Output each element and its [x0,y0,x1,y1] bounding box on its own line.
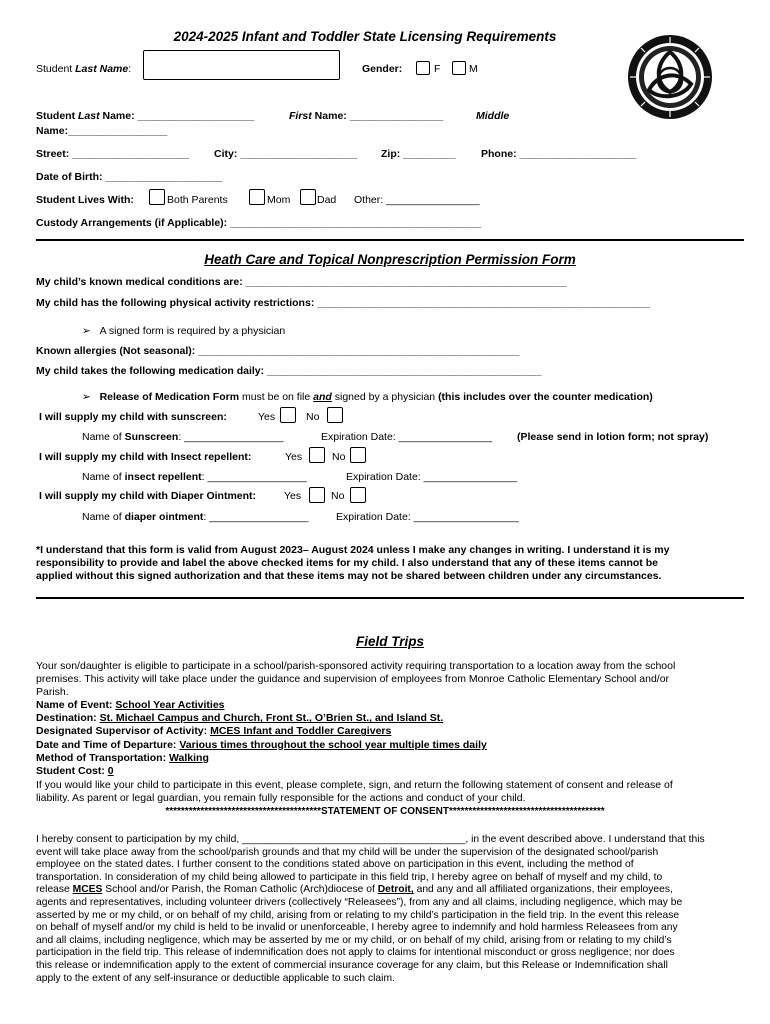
gender-label: Gender: [362,63,403,75]
medical-conditions-line: My child’s known medical conditions are: _______________________________________________________ [36,276,567,288]
event-name-line: Name of Event: School Year Activities [36,699,225,711]
legal-text-line: employee on the stated dates. I further consent to the conditions stated above on participation in this event, including the method of [36,859,634,871]
sunscreen-no-checkbox[interactable] [327,407,343,423]
insect-no-label: No [332,451,346,463]
legal-text-line: apply to the extent of any self-insurance or deductible applicable to such claim. [36,972,395,984]
student-last-name-input[interactable] [143,50,340,80]
dob-line: Date of Birth: ____________________ [36,171,223,183]
arrow-bullet-icon: ➢ [82,325,91,337]
mom-checkbox[interactable] [249,189,265,205]
supervisor-line: Designated Supervisor of Activity: MCES Infant and Toddler Caregivers [36,725,392,738]
diaper-no-label: No [331,490,345,502]
legal-text-line: on behalf of myself and/or my child is held to be invalid or unenforceable, I hereby agree to indemnify and hold harmless Releasees from any [36,922,678,934]
health-section-title: Heath Care and Topical Nonprescription Permission Form [204,252,576,267]
insect-question: I will supply my child with Insect repellent: [39,451,252,463]
gender-f-checkbox[interactable] [416,61,430,75]
allergies-line: Known allergies (Not seasonal): _______________________________________________________ [36,345,520,357]
custody-line: Custody Arrangements (if Applicable): ___________________________________________ [36,217,482,229]
consent-intro: If you would like your child to participate in this event, please complete, sign, and return the following statement of consent and release of liability. As parent or legal guardian, you remain fully responsible for the actions and conduct of your child. [36,779,673,804]
first-name-line: First Name: ________________ [289,110,444,122]
diaper-name-line: Name of diaper ointment: _________________ [82,511,309,523]
lives-with-label: Student Lives With: [36,194,134,206]
city-line: City: ____________________ [214,148,358,160]
diaper-yes-label: Yes [284,490,302,502]
sunscreen-question: I will supply my child with sunscreen: [39,411,227,423]
diaper-question: I will supply my child with Diaper Ointment: [39,490,257,502]
field-trips-title: Field Trips [355,634,424,649]
section-divider [36,597,744,599]
sunscreen-name-line: Name of Sunscreen: _________________ [82,431,284,443]
statement-of-consent-heading: ****************************************STATEMENT OF CONSENT**************************************** [165,806,605,817]
insect-name-line: Name of insect repellent: _________________ [82,471,307,483]
sunscreen-yes-label: Yes [258,411,276,423]
student-name-line: Student Last Name: ____________________ [36,110,255,122]
gender-f-label: F [434,63,441,75]
insect-yes-label: Yes [285,451,303,463]
understanding-statement: *I understand that this form is valid from August 2023– August 2024 unless I make any changes in writing. I understand it is my responsibility to provide and label the above checked items for my child. I also understand that any of these items cannot be applied without this signed authorization and that these items may not be shared between children under any circumstances. [36,544,670,582]
field-trips-intro: Your son/daughter is eligible to participate in a school/parish-sponsored activity requiring transportation to a location away from the school premises. This activity will take place under the guidance and supervision of employees from Monroe Catholic Elementary School and/or Parish. [36,660,676,698]
legal-text-line: participation in the field trip. This release of indemnification does not apply to claims for intentional misconduct or gross negligence; nor does [36,947,675,959]
cost-line: Student Cost: 0 [36,765,114,778]
event-details [36,699,487,778]
insect-expiration-line: Expiration Date: ________________ [346,471,518,483]
consent-legal-text [36,834,705,985]
legal-text-line: this release or indemnification apply to the extent of commercial insurance coverage for any claim, but this Release or Indemnification shall [36,959,668,971]
insect-yes-checkbox[interactable] [309,447,325,463]
medication-line: My child takes the following medication daily: _______________________________________________ [36,365,542,377]
section-divider [36,239,744,241]
middle-name-line: Name:_________________ [36,125,168,137]
student-last-name-label: Student Last Name: [36,63,132,75]
diaper-expiration-line: Expiration Date: __________________ [336,511,519,523]
dad-label: Dad [317,194,337,206]
gender-m-checkbox[interactable] [452,61,466,75]
sunscreen-yes-checkbox[interactable] [280,407,296,423]
release-medication-note: ➢ Release of Medication Form must be on file and signed by a physician (this includes over the counter medication) [82,391,653,403]
legal-text-line: release MCES School and/or Parish, the Roman Catholic (Arch)diocese of Detroit, and any and all affiliated organizations, their employees, [36,884,673,896]
legal-text-line: and all claims, including negligence, which may be asserted by me or my child, or on behalf of my child, arising from or relating to my child’s [36,934,672,946]
sunscreen-expiration-line: Expiration Date: ________________ [321,431,493,443]
zip-line: Zip: _________ [381,148,456,160]
diaper-yes-checkbox[interactable] [309,487,325,503]
arrow-bullet-icon: ➢ [82,391,91,403]
phone-line: Phone: ____________________ [481,148,637,160]
transportation-line: Method of Transportation: Walking [36,751,209,764]
middle-label: Middle [476,110,510,122]
both-parents-label: Both Parents [167,194,228,206]
diaper-no-checkbox[interactable] [350,487,366,503]
page-title: 2024-2025 Infant and Toddler State Licensing Requirements [173,29,557,44]
sunscreen-no-label: No [306,411,320,423]
gender-m-label: M [469,63,478,75]
other-line: Other: ________________ [354,194,480,206]
legal-text-line: asserted by me or my child, or on behalf of my child, arising from or relating to my child’s participation in the field trip. In the event this release [36,909,680,921]
legal-text-line: event will take place away from the school/parish grounds and that my child will be under the supervision of the designated school/parish [36,846,659,858]
legal-text-line: transportation. In consideration of my child being allowed to participate in this field trip, I hereby agree on behalf of myself and my child, to [36,871,663,883]
street-line: Street: ____________________ [36,148,189,160]
mom-label: Mom [267,194,291,206]
legal-text-line: I hereby consent to participation by my child, _______________________________________, in the event described above. I understand that this [36,834,705,845]
physician-note: ➢ A signed form is required by a physician [82,325,286,337]
insect-no-checkbox[interactable] [350,447,366,463]
dad-checkbox[interactable] [300,189,316,205]
school-seal-logo [627,34,713,120]
destination-line: Destination: St. Michael Campus and Church, Front St., O’Brien St., and Island St. [36,712,444,725]
activity-restrictions-line: My child has the following physical activity restrictions: _________________________________________________________ [36,297,651,309]
lotion-note: (Please send in lotion form; not spray) [517,431,709,443]
legal-text-line: agents and representatives, including volunteer drivers (collectively “Releasees”), from any and all claims, including negligence, which may be [36,896,683,908]
both-parents-checkbox[interactable] [149,189,165,205]
departure-line: Date and Time of Departure: Various times throughout the school year multiple times daily [36,738,487,751]
